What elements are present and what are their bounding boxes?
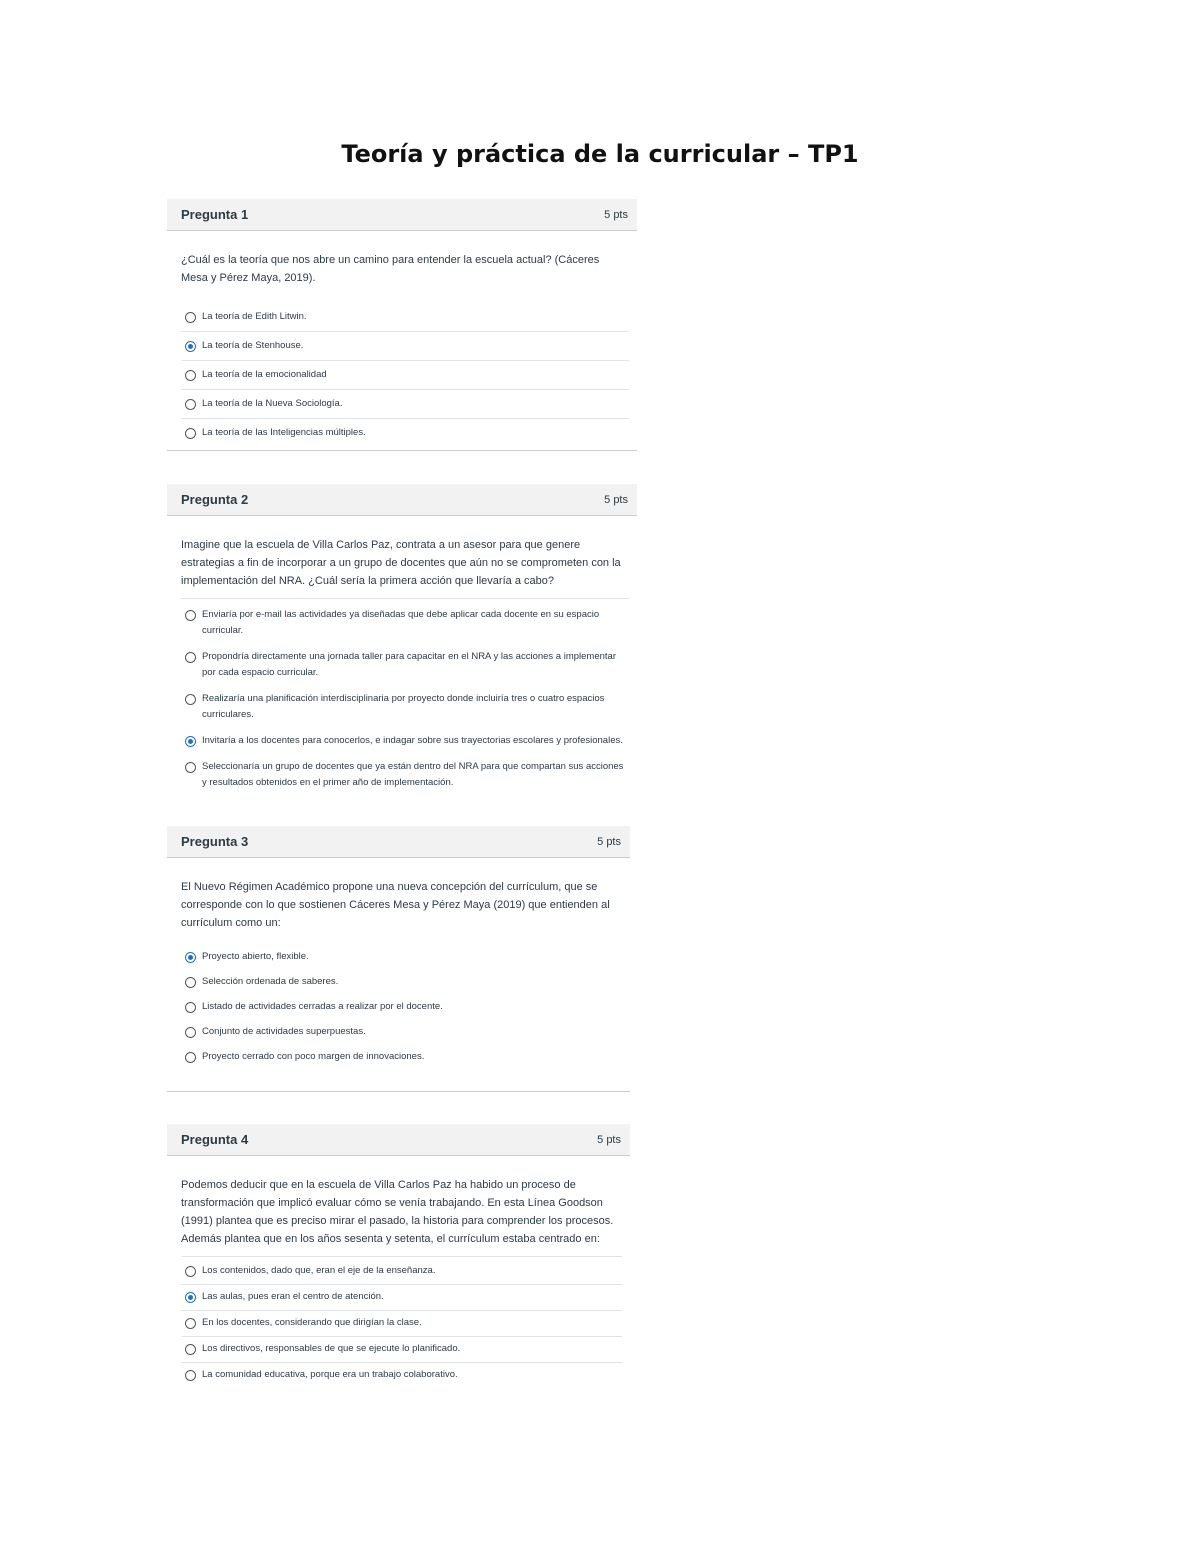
answer-label: Selección ordenada de saberes. [202, 976, 339, 987]
answer-option[interactable] [181, 603, 629, 645]
answer-label: Proyecto abierto, flexible. [202, 951, 309, 962]
answer-list [181, 944, 622, 1069]
question-title: Pregunta 1 [181, 207, 249, 222]
answer-option[interactable] [181, 969, 622, 994]
answer-label: Listado de actividades cerradas a realizar por el docente. [202, 1001, 443, 1012]
answer-option[interactable] [181, 729, 629, 755]
answer-label: Propondría directamente una jornada taller para capacitar en el NRA y las acciones a implementar por cada espacio curricular. [202, 651, 617, 678]
answer-label: Las aulas, pues eran el centro de atención. [202, 1291, 384, 1302]
radio-button-icon[interactable] [185, 1002, 196, 1013]
answer-option[interactable] [181, 361, 629, 390]
question-divider [167, 1091, 630, 1092]
question-card [167, 199, 637, 451]
radio-button-icon[interactable] [185, 399, 196, 410]
answer-option[interactable] [181, 1311, 622, 1337]
radio-button-icon[interactable] [185, 370, 196, 381]
question-card [167, 826, 630, 1092]
radio-button-icon[interactable] [185, 312, 196, 323]
question-points: 5 pts [597, 835, 621, 848]
radio-button-checked-icon[interactable] [185, 736, 196, 747]
radio-button-icon[interactable] [185, 1266, 196, 1277]
radio-button-checked-icon[interactable] [185, 341, 196, 352]
answer-label: La comunidad educativa, porque era un trabajo colaborativo. [202, 1369, 458, 1380]
question-title: Pregunta 2 [181, 492, 249, 507]
radio-button-icon[interactable] [185, 977, 196, 988]
question-header [167, 199, 637, 231]
answer-option[interactable] [181, 687, 629, 729]
radio-button-icon[interactable] [185, 1344, 196, 1355]
question-card [167, 484, 637, 814]
question-card [167, 1124, 630, 1424]
answer-list [181, 598, 629, 797]
question-text: Podemos deducir que en la escuela de Villa Carlos Paz ha habido un proceso de transformación que implicó evaluar cómo se venía trabajando. En esta Línea Goodson (1991) plantea que es preciso mirar el pasado, la historia para comprender los procesos. Además plantea que en los años sesenta y setenta, el currículum estaba centrado en: [181, 1179, 614, 1245]
answer-option[interactable] [181, 390, 629, 419]
answer-label: Seleccionaría un grupo de docentes que ya están dentro del NRA para que compartan sus acciones y resultados obtenidos en el primer año de implementación. [202, 761, 624, 788]
answer-label: Proyecto cerrado con poco margen de innovaciones. [202, 1051, 425, 1062]
answer-label: La teoría de las Inteligencias múltiples. [202, 427, 366, 438]
answer-option[interactable] [181, 303, 629, 332]
question-header [167, 484, 637, 516]
answer-option[interactable] [181, 1363, 622, 1388]
answer-label: Los directivos, responsables de que se ejecute lo planificado. [202, 1343, 461, 1354]
answer-label: Enviaría por e-mail las actividades ya diseñadas que debe aplicar cada docente en su espacio curricular. [202, 609, 600, 636]
radio-button-icon[interactable] [185, 428, 196, 439]
radio-button-icon[interactable] [185, 1370, 196, 1381]
answer-label: La teoría de la Nueva Sociología. [202, 398, 343, 409]
question-text: El Nuevo Régimen Académico propone una nueva concepción del currículum, que se corresponde con lo que sostienen Cáceres Mesa y Pérez Maya (2019) que entienden al currículum como un: [181, 881, 610, 929]
radio-button-checked-icon[interactable] [185, 952, 196, 963]
question-header [167, 1124, 630, 1156]
answer-option[interactable] [181, 419, 629, 447]
question-points: 5 pts [604, 208, 628, 221]
answer-label: Los contenidos, dado que, eran el eje de la enseñanza. [202, 1265, 436, 1276]
answer-label: Invitaría a los docentes para conocerlos, e indagar sobre sus trayectorias escolares y profesionales. [202, 735, 623, 746]
radio-button-icon[interactable] [185, 1027, 196, 1038]
radio-button-icon[interactable] [185, 694, 196, 705]
question-points: 5 pts [604, 493, 628, 506]
answer-option[interactable] [181, 645, 629, 687]
question-header [167, 826, 630, 858]
answer-option[interactable] [181, 755, 629, 797]
answer-list [181, 303, 629, 447]
answer-label: La teoría de Edith Litwin. [202, 311, 307, 322]
question-text: ¿Cuál es la teoría que nos abre un camino para entender la escuela actual? (Cáceres Mesa y Pérez Maya, 2019). [181, 254, 600, 284]
answer-list [181, 1256, 622, 1388]
answer-option[interactable] [181, 1019, 622, 1044]
answer-option[interactable] [181, 1337, 622, 1363]
document-title: Teoría y práctica de la curricular – TP1 [341, 140, 859, 168]
question-text: Imagine que la escuela de Villa Carlos Paz, contrata a un asesor para que genere estrategias a fin de incorporar a un grupo de docentes que aún no se comprometen con la implementación del NRA. ¿Cuál sería la primera acción que llevaría a cabo? [181, 539, 621, 587]
answer-option[interactable] [181, 332, 629, 361]
answer-label: Realizaría una planificación interdisciplinaria por proyecto donde incluiría tres o cuatro espacios curriculares. [202, 693, 605, 720]
radio-button-icon[interactable] [185, 652, 196, 663]
answer-option[interactable] [181, 1285, 622, 1311]
radio-button-icon[interactable] [185, 762, 196, 773]
radio-button-icon[interactable] [185, 610, 196, 621]
answer-label: La teoría de Stenhouse. [202, 340, 304, 351]
question-title: Pregunta 3 [181, 834, 249, 849]
answer-option[interactable] [181, 994, 622, 1019]
answer-option[interactable] [181, 1044, 622, 1069]
question-divider [167, 450, 637, 451]
radio-button-icon[interactable] [185, 1052, 196, 1063]
radio-button-checked-icon[interactable] [185, 1292, 196, 1303]
answer-option[interactable] [181, 1259, 622, 1285]
answer-label: Conjunto de actividades superpuestas. [202, 1026, 366, 1037]
answer-label: En los docentes, considerando que dirigían la clase. [202, 1317, 422, 1328]
answer-label: La teoría de la emocionalidad [202, 369, 327, 380]
question-title: Pregunta 4 [181, 1132, 249, 1147]
radio-button-icon[interactable] [185, 1318, 196, 1329]
answer-option[interactable] [181, 944, 622, 969]
question-points: 5 pts [597, 1133, 621, 1146]
